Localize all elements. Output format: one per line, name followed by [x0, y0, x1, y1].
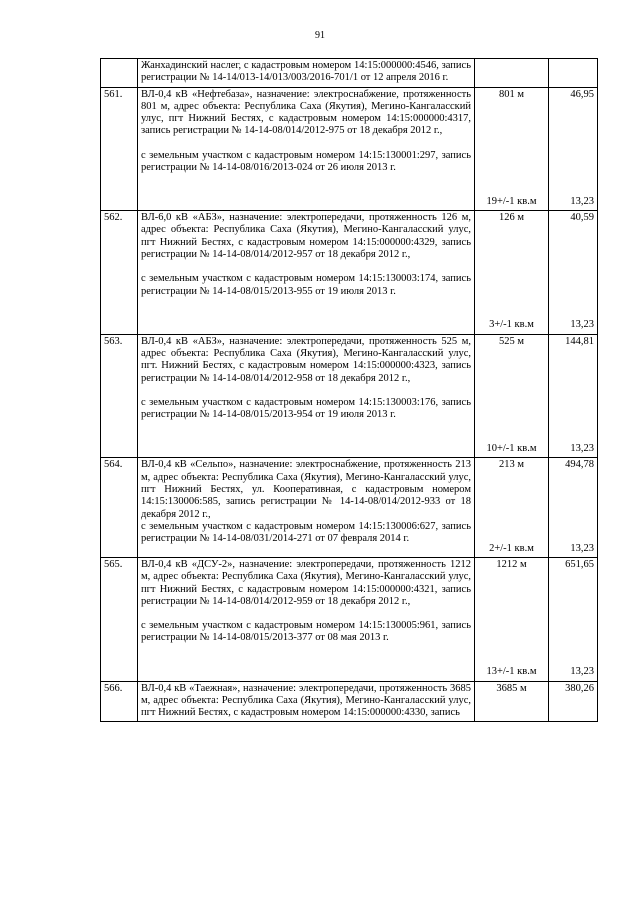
row-length: [475, 681, 549, 722]
land-plot-cost: 13,23: [570, 666, 594, 678]
table-row: [101, 334, 598, 458]
row-description: [138, 87, 475, 211]
land-plot-cost: 13,23: [570, 443, 594, 455]
row-description: [138, 681, 475, 722]
land-plot-area: 2+/-1 кв.м: [489, 542, 534, 554]
land-plot-area: 19+/-1 кв.м: [486, 195, 537, 207]
row-cost: [549, 87, 598, 211]
object-length: 801 м: [498, 88, 525, 100]
row-length: [475, 87, 549, 211]
land-plot-cost: 13,23: [570, 319, 594, 331]
object-length: 126 м: [498, 212, 525, 224]
land-plot-area: 3+/-1 кв.м: [489, 319, 534, 331]
object-length: 1212 м: [496, 558, 527, 570]
object-cost: 40,59: [570, 212, 594, 224]
row-number: 566.: [101, 681, 138, 722]
row-length: [475, 334, 549, 458]
row-cost: [549, 458, 598, 558]
object-description: ВЛ-0,4 кВ «АБЗ», назначение: электропередачи, протяженность 525 м, адрес объекта: Республика Саха (Якутия), Мегино-Кангаласский улус, пгт. Нижний Бестях, с кадастровым номером 14:15:000000:4323, запись регистрации № 14-14-08/014/2012-958 от 18 декабря 2012 г.,: [141, 335, 471, 384]
object-cost: 46,95: [570, 88, 594, 100]
land-plot-description: с земельным участком с кадастровым номером 14:15:130003:174, запись регистрации № 14-14-08/015/2013-955 от 19 июля 2013 г.: [141, 273, 471, 297]
land-plot-cost: 13,23: [570, 195, 594, 207]
object-description: ВЛ-0,4 кВ «Сельпо», назначение: электроснабжение, протяженность 213 м, адрес объекта: Республика Саха (Якутия), Мегино-Кангаласский улус, пгт Нижний Бестях, ул. Кооперативная, с кадастровым номером 14:15:130006:585, запись регистрации № 14-14-08/014/2012-933 от 18 декабря 2012 г.,: [141, 459, 471, 520]
object-description: ВЛ-6,0 кВ «АБЗ», назначение: электропередачи, протяженность 126 м, адрес объекта: Республика Саха (Якутия), Мегино-Кангаласский улус, пгт Нижний Бестях, с кадастровым номером 14:15:000000:4329, запись регистрации № 14-14-08/014/2012-957 от 18 декабря 2012 г.,: [141, 212, 471, 261]
object-cost: 651,65: [565, 558, 594, 570]
land-plot-description: с земельным участком с кадастровым номером 14:15:130001:297, запись регистрации № 14-14-08/016/2013-024 от 26 июля 2013 г.: [141, 149, 471, 174]
row-number: [101, 59, 138, 88]
table-row: [101, 458, 598, 558]
object-description: ВЛ-0,4 кВ «Нефтебаза», назначение: электроснабжение, протяженность 801 м, адрес объекта: Республика Саха (Якутия), Мегино-Кангаласский улус, пгт Нижний Бестях, с кадастровым номером 14:15:000000:4317, запись регистрации № 14-14-08/014/2012-975 от 18 декабря 2012 г.,: [141, 88, 471, 137]
table-row: [101, 681, 598, 722]
row-cost: [549, 334, 598, 458]
row-number: 561.: [101, 87, 138, 211]
table-row: [101, 211, 598, 335]
row-length: [475, 557, 549, 681]
row-description: [138, 458, 475, 558]
row-cost: [549, 59, 598, 88]
object-cost: 380,26: [565, 682, 594, 694]
property-registry-table: [100, 58, 598, 722]
land-plot-area: 10+/-1 кв.м: [486, 443, 537, 455]
row-number: 564.: [101, 458, 138, 558]
table-row: [101, 557, 598, 681]
row-description: [138, 557, 475, 681]
row-number: 562.: [101, 211, 138, 335]
object-description: Жанхадинский наслег, с кадастровым номером 14:15:000000:4546, запись регистрации № 14-14/013-14/013/003/2016-701/1 от 12 апреля 2016 г.: [141, 60, 471, 84]
land-plot-description: с земельным участком с кадастровым номером 14:15:130006:627, запись регистрации № 14-14-08/031/2014-271 от 07 февраля 2014 г.: [141, 520, 471, 545]
object-description: ВЛ-0,4 кВ «Таежная», назначение: электропередачи, протяженность 3685 м, адрес объекта: Республика Саха (Якутия), Мегино-Кангаласский улус, пгт Нижний Бестях, с кадастровым номером 14:15:000000:4330, запись: [141, 682, 471, 719]
land-plot-description: с земельным участком с кадастровым номером 14:15:130003:176, запись регистрации № 14-14-08/015/2013-954 от 19 июля 2013 г.: [141, 396, 471, 421]
row-length: [475, 59, 549, 88]
row-length: [475, 458, 549, 558]
object-length: 525 м: [498, 335, 525, 347]
land-plot-cost: 13,23: [570, 542, 594, 554]
row-cost: [549, 681, 598, 722]
row-length: [475, 211, 549, 335]
object-cost: 494,78: [565, 459, 594, 471]
object-length: 3685 м: [496, 682, 527, 694]
object-cost: 144,81: [565, 335, 594, 347]
row-cost: [549, 211, 598, 335]
object-length: 213 м: [498, 459, 525, 471]
table-row: [101, 59, 598, 88]
object-description: ВЛ-0,4 кВ «ДСУ-2», назначение: электропередачи, протяженность 1212 м, адрес объекта: Республика Саха (Якутия), Мегино-Кангаласский улус, пгт Нижний Бестях, с кадастровым номером 14:15:000000:4321, запись регистрации № 14-14-08/014/2012-959 от 18 декабря 2012 г.,: [141, 558, 471, 607]
row-description: [138, 211, 475, 335]
table-row: [101, 87, 598, 211]
page-number: 91: [315, 30, 325, 41]
row-description: [138, 59, 475, 88]
row-cost: [549, 557, 598, 681]
land-plot-area: 13+/-1 кв.м: [486, 666, 537, 678]
land-plot-description: с земельным участком с кадастровым номером 14:15:130005:961, запись регистрации № 14-14-08/015/2013-377 от 08 мая 2013 г.: [141, 620, 471, 644]
row-description: [138, 334, 475, 458]
row-number: 565.: [101, 557, 138, 681]
row-number: 563.: [101, 334, 138, 458]
